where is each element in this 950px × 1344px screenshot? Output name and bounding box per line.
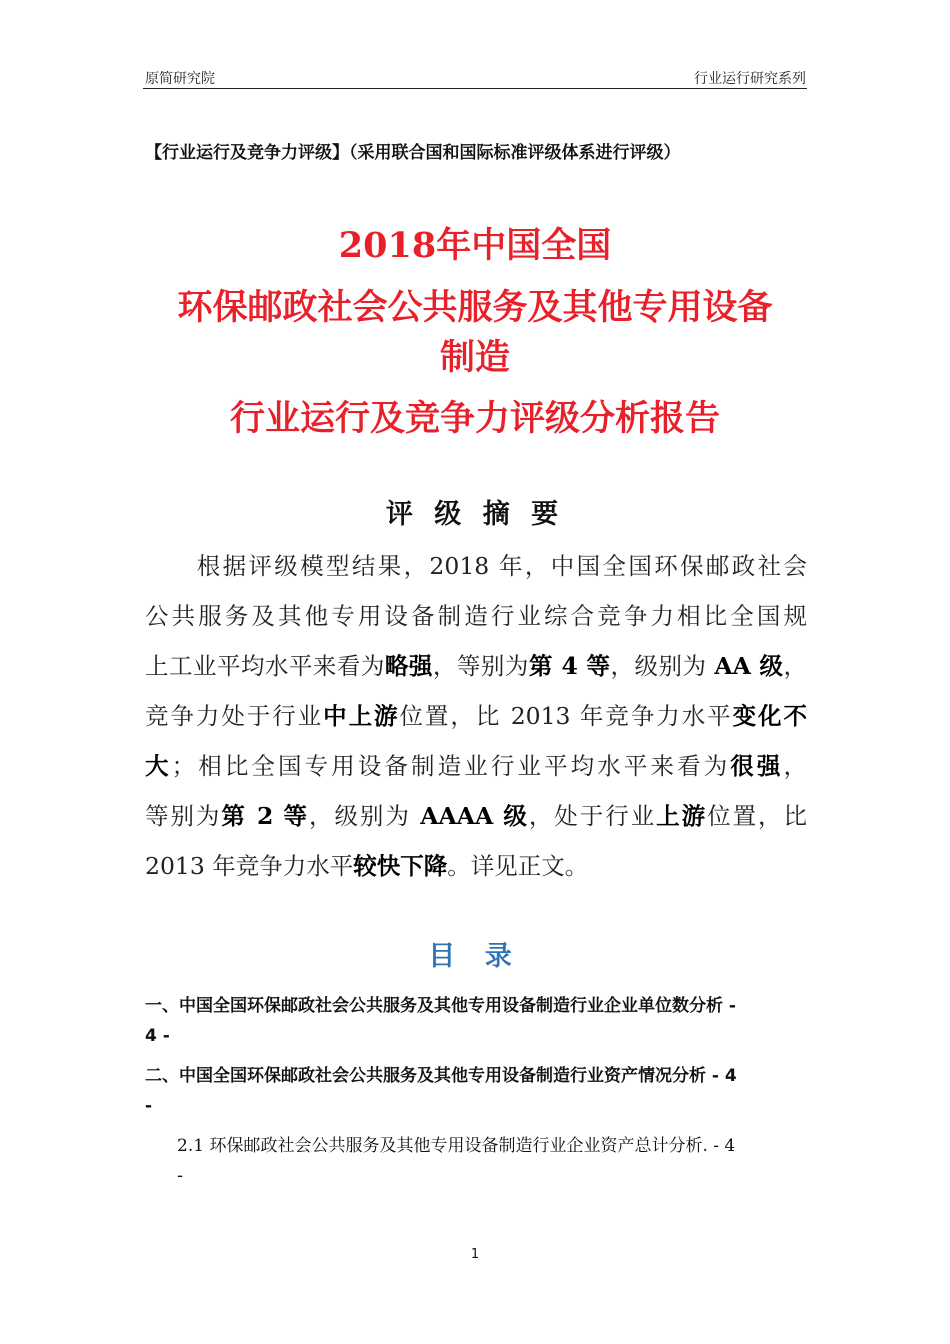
summary-text: 。详见正文。 xyxy=(447,852,589,880)
header-left: 原简研究院 xyxy=(145,71,215,87)
title-line-1: 2018年中国全国 xyxy=(338,225,612,266)
page-number: 1 xyxy=(470,1247,480,1262)
title-line-3: 制造 xyxy=(439,337,510,378)
summary-line xyxy=(145,697,807,731)
summary-text: 根据评级模型结果，2018 年，中国全国环保邮政社会 xyxy=(145,552,807,580)
summary-text: 位置，比 xyxy=(707,802,808,830)
summary-line xyxy=(145,597,807,631)
header-divider xyxy=(143,88,807,89)
summary-line xyxy=(145,847,807,881)
toc-entry-2-page[interactable]: - xyxy=(145,1096,153,1116)
summary-text: ， xyxy=(783,652,808,680)
summary-text: ，级别为 xyxy=(610,652,715,680)
title-line-2: 环保邮政社会公共服务及其他专用设备 xyxy=(177,287,773,328)
summary-text: 竞争力处于行业 xyxy=(145,702,324,730)
summary-emphasis: AA 级 xyxy=(714,652,784,680)
summary-text: ，处于行业 xyxy=(528,802,657,830)
summary-text: 公共服务及其他专用设备制造行业综合竞争力相比全国规 xyxy=(145,602,807,630)
summary-emphasis: 较快下降 xyxy=(353,852,448,880)
title-line-4: 行业运行及竞争力评级分析报告 xyxy=(229,398,720,439)
toc-entry-2-1[interactable]: 2.1 环保邮政社会公共服务及其他专用设备制造行业企业资产总计分析. - 4 xyxy=(177,1136,736,1156)
summary-emphasis: 第 2 等 xyxy=(221,802,309,830)
summary-text: 等别为 xyxy=(145,802,222,830)
summary-emphasis: 第 4 等 xyxy=(528,652,611,680)
summary-text: 2013 年竞争力水平 xyxy=(145,852,354,880)
summary-emphasis: 变化不 xyxy=(732,702,808,730)
summary-text: ， xyxy=(783,752,808,780)
summary-text: ，等别为 xyxy=(432,652,529,680)
toc-entry-2[interactable]: 二、中国全国环保邮政社会公共服务及其他专用设备制造行业资产情况分析 - 4 xyxy=(145,1066,737,1086)
summary-emphasis: 中上游 xyxy=(323,702,400,730)
summary-text: ，级别为 xyxy=(308,802,421,830)
toc-entry-1-page[interactable]: 4 - xyxy=(145,1026,170,1046)
summary-line xyxy=(145,747,807,781)
summary-text: ；相比全国专用设备制造业行业平均水平来看为 xyxy=(171,752,731,780)
summary-heading: 评 级 摘 要 xyxy=(385,499,565,530)
summary-text: 位置，比 2013 年竞争力水平 xyxy=(399,702,733,730)
summary-emphasis: 大 xyxy=(145,752,172,780)
summary-line xyxy=(145,547,807,581)
toc-entry-2-1-page[interactable]: - xyxy=(177,1166,184,1186)
summary-emphasis: AAAA 级 xyxy=(420,802,529,830)
summary-text: 上工业平均水平来看为 xyxy=(145,652,385,680)
summary-line xyxy=(145,797,807,831)
summary-line xyxy=(145,647,807,681)
report-tagline: 【行业运行及竞争力评级】（采用联合国和国际标准评级体系进行评级） xyxy=(145,143,681,163)
summary-emphasis: 上游 xyxy=(656,802,708,830)
header-right: 行业运行研究系列 xyxy=(694,71,806,87)
summary-emphasis: 很强 xyxy=(730,752,784,780)
toc-heading: 目 录 xyxy=(428,941,522,972)
summary-emphasis: 略强 xyxy=(384,652,433,680)
toc-entry-1[interactable]: 一、中国全国环保邮政社会公共服务及其他专用设备制造行业企业单位数分析 - xyxy=(145,996,736,1016)
